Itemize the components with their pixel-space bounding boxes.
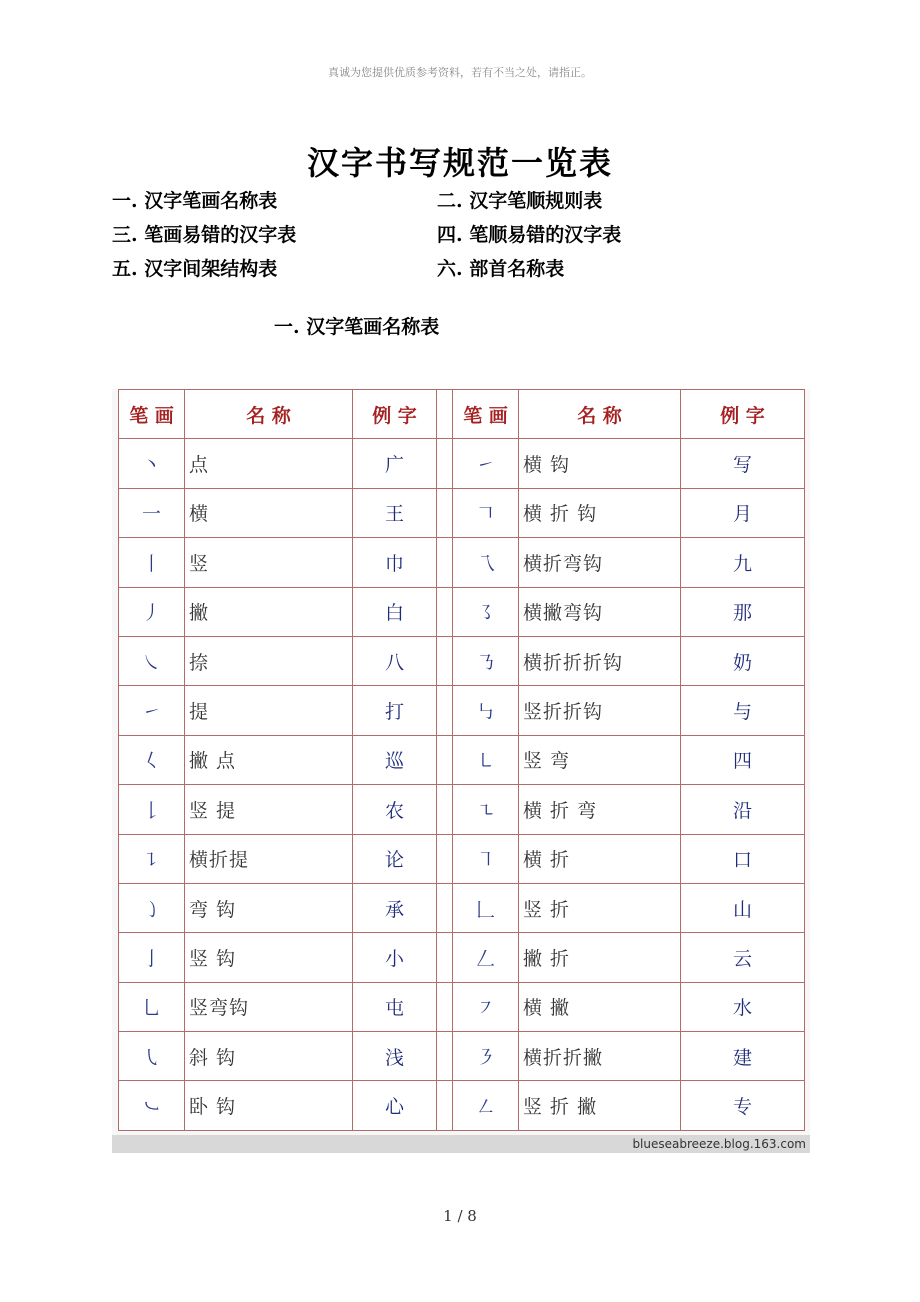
toc-item: 三. 笔画易错的汉字表 (112, 224, 297, 246)
example-cell: 山 (681, 883, 805, 932)
table-row (119, 883, 805, 932)
stroke-cell: ㇕ (453, 834, 519, 883)
stroke-cell: ㇌ (453, 587, 519, 636)
example-cell: 四 (681, 735, 805, 784)
column-gap (437, 883, 453, 932)
stroke-cell: 𠄌 (119, 785, 185, 834)
table-of-contents (112, 186, 812, 281)
stroke-cell: ㇏ (119, 636, 185, 685)
column-gap (437, 834, 453, 883)
stroke-cell: ㇡ (453, 636, 519, 685)
example-cell: 白 (353, 587, 437, 636)
table-row (119, 488, 805, 537)
example-cell: 沿 (681, 785, 805, 834)
example-cell: 承 (353, 883, 437, 932)
example-cell: 云 (681, 933, 805, 982)
name-cell: 横 钩 (519, 439, 681, 488)
column-gap (437, 933, 453, 982)
example-cell: 心 (353, 1081, 437, 1130)
stroke-cell: ㇀ (453, 439, 519, 488)
name-cell: 竖弯钩 (185, 982, 353, 1031)
name-cell: 撇 点 (185, 735, 353, 784)
stroke-cell: ㇄ (453, 735, 519, 784)
table-row (119, 1032, 805, 1081)
name-cell: 竖 (185, 538, 353, 587)
toc-item: 五. 汉字间架结构表 (112, 258, 278, 280)
example-cell: 口 (681, 834, 805, 883)
header-name: 名 称 (519, 390, 681, 439)
name-cell: 横 撇 (519, 982, 681, 1031)
example-cell: 广 (353, 439, 437, 488)
table-row (119, 686, 805, 735)
column-gap (437, 439, 453, 488)
column-gap (437, 785, 453, 834)
example-cell: 九 (681, 538, 805, 587)
name-cell: 横撇弯钩 (519, 587, 681, 636)
stroke-cell: ㇁ (119, 883, 185, 932)
stroke-cell: 乁 (453, 538, 519, 587)
example-cell: 水 (681, 982, 805, 1031)
name-cell: 斜 钩 (185, 1032, 353, 1081)
name-cell: 竖 折 (519, 883, 681, 932)
toc-item: 二. 汉字笔顺规则表 (437, 190, 603, 212)
stroke-cell: 丶 (119, 439, 185, 488)
table-row (119, 735, 805, 784)
example-cell: 屯 (353, 982, 437, 1031)
column-gap (437, 1081, 453, 1130)
table-row (119, 636, 805, 685)
name-cell: 横折折撇 (519, 1032, 681, 1081)
stroke-cell: ㇋ (453, 1032, 519, 1081)
name-cell: 竖 弯 (519, 735, 681, 784)
name-cell: 撇 折 (519, 933, 681, 982)
example-cell: 专 (681, 1081, 805, 1130)
table-row (119, 982, 805, 1031)
example-cell: 月 (681, 488, 805, 537)
stroke-cell: ㇃ (119, 1081, 185, 1130)
table-header-row (119, 390, 805, 439)
header-note: 真诚为您提供优质参考资料，若有不当之处，请指正。 (328, 66, 592, 79)
column-gap (437, 538, 453, 587)
header-stroke: 笔 画 (119, 390, 185, 439)
table-row (119, 587, 805, 636)
name-cell: 捺 (185, 636, 353, 685)
stroke-cell: 𠃊 (453, 883, 519, 932)
stroke-cell: 𡿨 (119, 735, 185, 784)
header-example: 例 字 (681, 390, 805, 439)
stroke-cell: 乚 (119, 982, 185, 1031)
name-cell: 横折折折钩 (519, 636, 681, 685)
example-cell: 巡 (353, 735, 437, 784)
column-gap (437, 1032, 453, 1081)
stroke-cell: ㇉ (453, 686, 519, 735)
example-cell: 与 (681, 686, 805, 735)
stroke-cell: 亅 (119, 933, 185, 982)
column-gap (437, 488, 453, 537)
toc-item: 四. 笔顺易错的汉字表 (437, 224, 622, 246)
name-cell: 竖 钩 (185, 933, 353, 982)
header-name: 名 称 (185, 390, 353, 439)
name-cell: 卧 钩 (185, 1081, 353, 1130)
stroke-cell: ㇀ (119, 686, 185, 735)
name-cell: 竖折折钩 (519, 686, 681, 735)
name-cell: 横 折 (519, 834, 681, 883)
section-title: 一. 汉字笔画名称表 (274, 316, 440, 338)
stroke-cell: ㇊ (119, 834, 185, 883)
stroke-cell: ㇂ (119, 1032, 185, 1081)
name-cell: 竖 提 (185, 785, 353, 834)
stroke-cell: ㇍ (453, 785, 519, 834)
column-gap (437, 390, 453, 439)
column-gap (437, 686, 453, 735)
stroke-cell: 丿 (119, 587, 185, 636)
example-cell: 那 (681, 587, 805, 636)
table-row (119, 834, 805, 883)
example-cell: 巾 (353, 538, 437, 587)
example-cell: 建 (681, 1032, 805, 1081)
name-cell: 横折提 (185, 834, 353, 883)
name-cell: 提 (185, 686, 353, 735)
example-cell: 写 (681, 439, 805, 488)
name-cell: 撇 (185, 587, 353, 636)
example-cell: 奶 (681, 636, 805, 685)
name-cell: 竖 折 撇 (519, 1081, 681, 1130)
stroke-cell: ㇜ (453, 1081, 519, 1130)
watermark: blueseabreeze.blog.163.com (112, 1135, 810, 1153)
stroke-name-table (118, 389, 805, 1131)
example-cell: 农 (353, 785, 437, 834)
table-row (119, 439, 805, 488)
name-cell: 横 折 钩 (519, 488, 681, 537)
stroke-cell: 𠃋 (453, 933, 519, 982)
table-row (119, 1081, 805, 1130)
example-cell: 王 (353, 488, 437, 537)
table-row (119, 785, 805, 834)
example-cell: 打 (353, 686, 437, 735)
name-cell: 横折弯钩 (519, 538, 681, 587)
document-title: 汉字书写规范一览表 (306, 144, 613, 182)
header-stroke: 笔 画 (453, 390, 519, 439)
column-gap (437, 636, 453, 685)
stroke-table-frame (112, 389, 810, 1153)
name-cell: 横 (185, 488, 353, 537)
example-cell: 八 (353, 636, 437, 685)
stroke-cell: 丨 (119, 538, 185, 587)
toc-item: 六. 部首名称表 (437, 258, 565, 280)
stroke-cell: 一 (119, 488, 185, 537)
name-cell: 点 (185, 439, 353, 488)
page-number: 1 / 8 (443, 1207, 477, 1225)
table-row (119, 933, 805, 982)
example-cell: 论 (353, 834, 437, 883)
example-cell: 小 (353, 933, 437, 982)
column-gap (437, 982, 453, 1031)
header-example: 例 字 (353, 390, 437, 439)
column-gap (437, 735, 453, 784)
example-cell: 浅 (353, 1032, 437, 1081)
stroke-cell: 𠃍 (453, 488, 519, 537)
toc-item: 一. 汉字笔画名称表 (112, 190, 278, 212)
stroke-cell: ㇇ (453, 982, 519, 1031)
column-gap (437, 587, 453, 636)
table-row (119, 538, 805, 587)
name-cell: 横 折 弯 (519, 785, 681, 834)
name-cell: 弯 钩 (185, 883, 353, 932)
